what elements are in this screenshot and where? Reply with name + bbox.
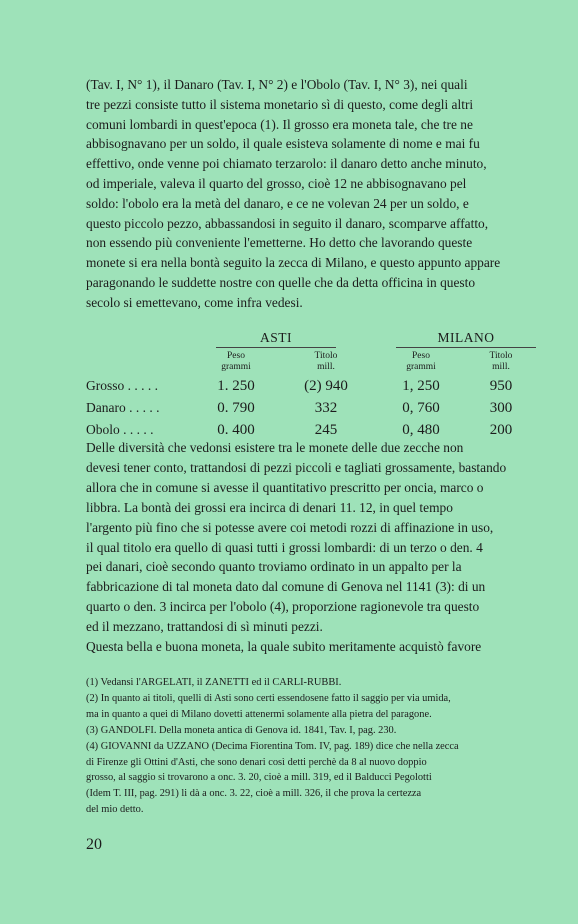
column-header bbox=[381, 351, 461, 373]
footnote-line: (1) Vedansi l'ARGELATI, il ZANETTI ed il CARLI-RUBBI. bbox=[86, 677, 342, 688]
text-line: paragonando le suddette nostre con quelle che da detta officina in questo bbox=[86, 274, 476, 290]
text-line: questo piccolo pezzo, abbassandosi in seguito il danaro, scomparve affatto, bbox=[86, 215, 489, 231]
text-line: ed il mezzano, trattandosi di sì minuti pezzi. bbox=[86, 619, 323, 635]
footnote-line: grosso, al saggio si trovarono a onc. 3. 20, cioè a mill. 319, ed il Balducci Pegolotti bbox=[86, 772, 432, 784]
text-line: (Tav. I, N° 1), il Danaro (Tav. I, N° 2) e l'Obolo (Tav. I, N° 3), nei quali bbox=[86, 77, 468, 92]
footnote-line: (4) GIOVANNI da UZZANO (Decima Fiorentina Tom. IV, pag. 189) dice che nella zecca bbox=[86, 740, 459, 752]
column-header-unit: grammi bbox=[406, 362, 436, 372]
cell-value: 200 bbox=[489, 422, 513, 438]
text-line: non essendo più conveniente l'emetterne. Ho detto che lavorando queste bbox=[86, 235, 473, 251]
text-line: monete si era nella bontà seguito la zecca di Milano, e questo appunto appare bbox=[86, 255, 501, 271]
text-line: pei danari, cioè secondo quanto troviamo ordinato in un appalto per la bbox=[86, 559, 462, 575]
cell-value: 0, 480 bbox=[402, 422, 440, 438]
column-header bbox=[291, 351, 361, 373]
row-label: Danaro . . . . . bbox=[86, 400, 160, 415]
table-row bbox=[86, 378, 546, 400]
footnotes bbox=[86, 675, 546, 818]
text-line: il qual titolo era quello di quasi tutti i grossi lombardi: di un terzo o den. 4 bbox=[86, 539, 483, 555]
cell-value: 332 bbox=[314, 400, 338, 416]
cell-value: (2) 940 bbox=[304, 378, 348, 394]
column-header-unit: mill. bbox=[492, 362, 510, 372]
main-paragraph-1 bbox=[86, 75, 546, 313]
table-heading-asti: ASTI bbox=[260, 330, 292, 345]
text-line: secolo si emettevano, come infra vedesi. bbox=[86, 294, 303, 310]
text-line: fabbricazione di tal moneta dato dal comune di Genova nel 1141 (3): di un bbox=[86, 579, 486, 595]
footnote-line: del mio detto. bbox=[86, 804, 144, 816]
text-line: Delle diversità che vedonsi esistere tra le monete delle due zecche non bbox=[86, 440, 464, 455]
row-label: Obolo . . . . . bbox=[86, 422, 154, 437]
column-header-label: Titolo bbox=[489, 351, 513, 361]
cell-value: 0, 760 bbox=[402, 400, 440, 416]
column-header-label: Titolo bbox=[314, 351, 338, 361]
text-line: comuni lombardi in quest'epoca (1). Il grosso era moneta tale, che tre ne bbox=[86, 116, 473, 132]
heading-rule bbox=[396, 347, 536, 348]
text-line: soldo: l'obolo era la metà del danaro, e ce ne volevan 24 per un soldo, e bbox=[86, 195, 469, 211]
text-line: od imperiale, valeva il quarto del grosso, cioè 12 ne abbisognavano pel bbox=[86, 175, 467, 191]
main-paragraph-2 bbox=[86, 438, 546, 657]
cell-value: 950 bbox=[489, 378, 513, 394]
cell-value: 0. 400 bbox=[217, 422, 255, 438]
footnote-line: (3) GANDOLFI. Della moneta antica di Genova id. 1841, Tav. I, pag. 230. bbox=[86, 724, 397, 736]
cell-value: 1, 250 bbox=[402, 378, 440, 394]
cell-value: 0. 790 bbox=[217, 400, 255, 416]
table-heading-milano: MILANO bbox=[437, 330, 495, 345]
footnote-line: (2) In quanto ai titoli, quelli di Asti sono certi essendosene fatto il saggio per via umida, bbox=[86, 692, 451, 704]
text-line: abbisognavano per un soldo, il quale esisteva solamente di nome e mai fu bbox=[86, 136, 480, 152]
text-line: effettivo, onde venne poi chiamato terzarolo: il danaro detto anche minuto, bbox=[86, 156, 487, 172]
text-line: quarto o den. 3 incirca per l'obolo (4), proporzione ragionevole tra questo bbox=[86, 599, 480, 615]
text-line: Questa bella e buona moneta, la quale subito meritamente acquistò favore bbox=[86, 639, 482, 655]
column-header bbox=[466, 351, 536, 373]
cell-value: 1. 250 bbox=[217, 378, 255, 394]
text-line: libbra. La bontà dei grossi era incirca di denari 11. 12, in quel tempo bbox=[86, 499, 453, 515]
heading-rule bbox=[216, 347, 336, 348]
column-header-unit: grammi bbox=[221, 362, 251, 372]
column-header-label: Peso bbox=[227, 351, 245, 361]
cell-value: 300 bbox=[489, 400, 513, 416]
footnote-line: di Firenze gli Ottini d'Asti, che sono denari così detti perchè da 8 al nuovo doppio bbox=[86, 756, 427, 768]
text-line: allora che in comune si avesse il quantitativo prescritto per oncia, marco o bbox=[86, 479, 484, 495]
text-line: devesi tener conto, trattandosi di pezzi piccoli e tagliati grossamente, bastando bbox=[86, 459, 507, 475]
text-line: l'argento più fino che si potesse avere coi metodi rozzi di affinazione in uso, bbox=[86, 519, 494, 535]
column-header bbox=[196, 351, 276, 373]
column-header-unit: mill. bbox=[317, 362, 335, 372]
footnote-line: (Idem T. III, pag. 291) li dà a onc. 3. 22, cioè a mill. 326, il che prova la certezza bbox=[86, 788, 422, 800]
footnote-line: ma in quanto a quei di Milano dovetti attenermi solamente alla pietra del paragone. bbox=[86, 708, 432, 720]
table-row bbox=[86, 400, 546, 422]
row-label: Grosso . . . . . bbox=[86, 378, 159, 393]
page-number: 20 bbox=[86, 836, 102, 853]
text-line: tre pezzi consiste tutto il sistema monetario sì di questo, come degli altri bbox=[86, 96, 474, 112]
column-header-label: Peso bbox=[412, 351, 430, 361]
cell-value: 245 bbox=[314, 422, 338, 438]
